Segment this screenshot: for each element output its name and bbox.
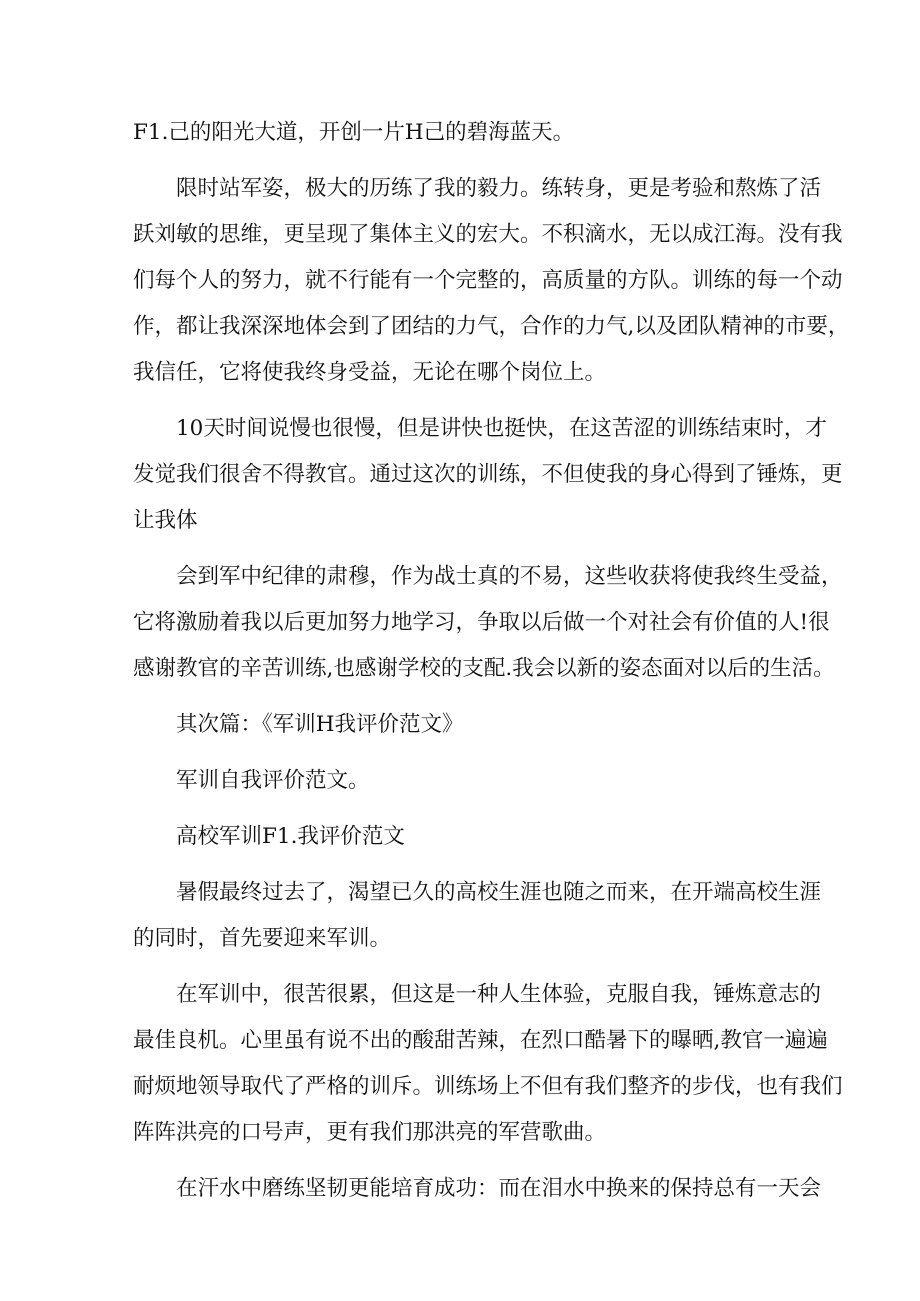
text-line: 作，都让我深深地体会到了团结的力气，合作的力气,以及团队精神的市要， [133, 314, 850, 339]
text-line: 其次篇：《军训H我评价范文》 [176, 712, 464, 737]
paragraph-8 [133, 870, 822, 962]
text-line: 在汗水中磨练坚韧更能培育成功：而在泪水中换来的保持总有一天会 [176, 1176, 822, 1201]
paragraph-3 [133, 406, 843, 544]
text-line: 我信任，它将使我终身受益，无论在哪个岗位上。 [133, 360, 607, 385]
text-line: 在军训中，很苦很累，但这是一种人生体验，克服自我，锤炼意志的 [176, 982, 822, 1007]
paragraph-1 [133, 110, 793, 156]
paragraph-10 [133, 1166, 822, 1212]
text-line: 阵阵洪亮的口号声，更有我们那洪亮的军营歌曲。 [133, 1120, 607, 1145]
text-line: 会到军中纪律的肃穆，作为战士真的不易，这些收获将使我终生受益， [176, 564, 843, 589]
text-line: 耐烦地领导取代了严格的训斥。训练场上不但有我们整齐的步伐，也有我们 [133, 1074, 843, 1099]
text-line: 10天时间说慢也很慢，但是讲快也挺快，在这苦涩的训练结束时，才 [176, 416, 827, 441]
paragraph-4 [133, 554, 843, 692]
paragraph-6 [133, 758, 793, 804]
paragraph-7 [133, 814, 793, 860]
paragraph-5 [133, 702, 793, 748]
text-line: 军训自我评价范文。 [176, 768, 370, 793]
paragraph-2 [133, 166, 850, 396]
text-line: 感谢教官的辛苦训练,也感谢学校的支配.我会以新的姿态面对以后的生活。 [133, 656, 835, 681]
text-line: 限时站军姿，极大的历练了我的毅力。练转身，更是考验和熬炼了活 [176, 176, 822, 201]
text-line: 们每个人的努力，就不行能有一个完整的，高质量的方队。训练的每一个动 [133, 268, 843, 293]
text-line: 高校军训F1.我评价范文 [176, 824, 405, 849]
text-line: F1.己的阳光大道，开创一片H己的碧海蓝天。 [133, 120, 575, 145]
text-line: 发觉我们很舍不得教官。通过这次的训练，不但使我的身心得到了锤炼，更 [133, 462, 843, 487]
document-body [133, 110, 850, 1212]
text-line: 最佳良机。心里虽有说不出的酸甜苦辣，在烈口酷暑下的曝晒,教官一遍遍 [133, 1028, 828, 1053]
text-line: 的同时，首先要迎来军训。 [133, 926, 392, 951]
text-line: 暑假最终过去了，渴望已久的高校生涯也随之而来，在开端高校生涯 [176, 880, 822, 905]
paragraph-9 [133, 972, 843, 1156]
text-line: 让我体 [133, 508, 198, 533]
text-line: 跃刘敏的思维，更呈现了集体主义的宏大。不积滴水，无以成江海。没有我 [133, 222, 843, 247]
text-line: 它将激励着我以后更加努力地学习，争取以后做一个对社会有价值的人!很 [133, 610, 830, 635]
